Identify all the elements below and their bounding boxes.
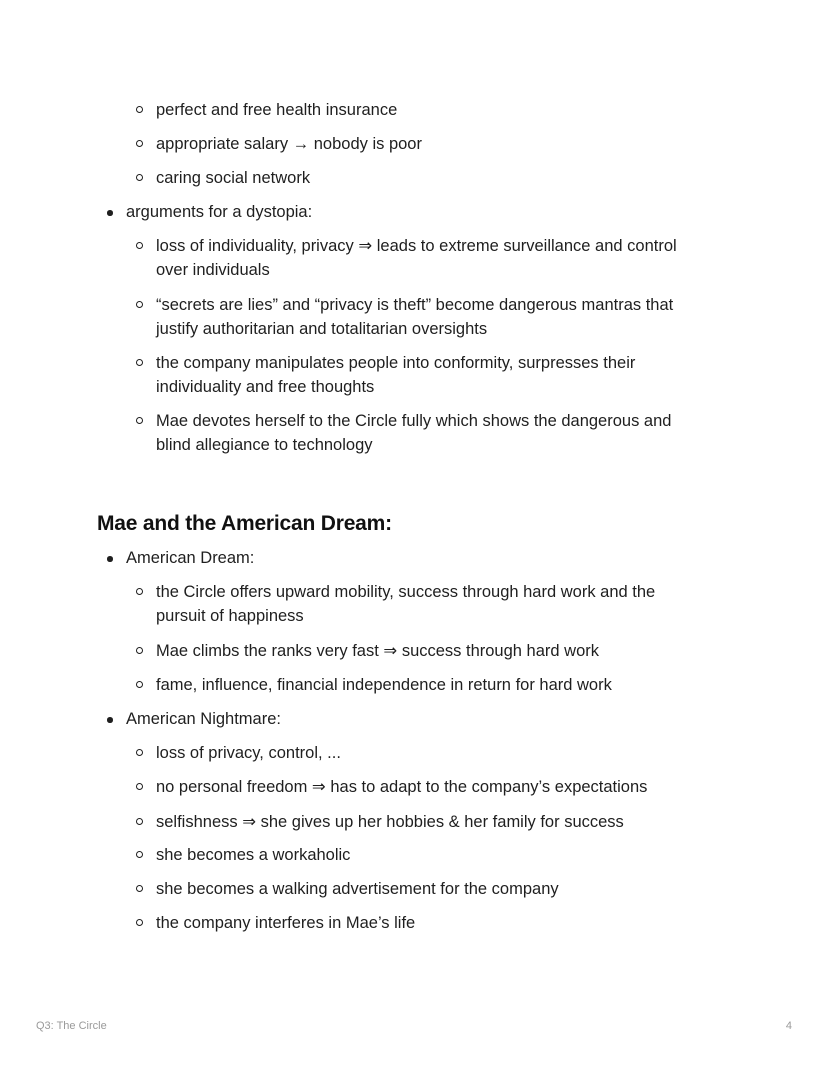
list-item-text: arguments for a dystopia: [126,203,313,221]
hollow-bullet-icon [136,140,143,147]
list-item-text: the Circle offers upward mobility, success through hard work and the [156,583,656,601]
list-item-text-continued: over individuals [156,261,270,279]
hollow-bullet-icon [136,851,143,858]
hollow-bullet-icon [136,885,143,892]
list-item-text-continued: pursuit of happiness [156,607,304,625]
hollow-bullet-icon [136,647,143,654]
list-item-text: loss of privacy, control, ... [156,744,341,762]
list-item-text: Mae devotes herself to the Circle fully which shows the dangerous and [156,412,672,430]
hollow-bullet-icon [136,818,143,825]
list-item-text: appropriate salary → nobody is poor [156,135,422,153]
bullet-icon [107,210,113,216]
list-item-text-continued: blind allegiance to technology [156,436,373,454]
hollow-bullet-icon [136,749,143,756]
list-item-text: “secrets are lies” and “privacy is theft” become dangerous mantras that [156,296,674,314]
list-item-text: perfect and free health insurance [156,101,398,119]
hollow-bullet-icon [136,174,143,181]
list-item-text: selfishness ⇒ she gives up her hobbies & her family for success [156,813,624,831]
hollow-bullet-icon [136,681,143,688]
bullet-icon [107,717,113,723]
hollow-bullet-icon [136,919,143,926]
list-item-text: American Dream: [126,549,255,567]
list-item-text: she becomes a walking advertisement for the company [156,880,559,898]
list-item-text-continued: justify authoritarian and totalitarian oversights [156,320,488,338]
list-item-text: loss of individuality, privacy ⇒ leads to extreme surveillance and control [156,237,677,255]
hollow-bullet-icon [136,106,143,113]
hollow-bullet-icon [136,417,143,424]
list-item-text: fame, influence, financial independence in return for hard work [156,676,612,694]
section-heading: Mae and the American Dream: [97,512,392,535]
bullet-icon [107,556,113,562]
hollow-bullet-icon [136,242,143,249]
list-item-text: Mae climbs the ranks very fast ⇒ success through hard work [156,642,599,660]
list-item-text: the company manipulates people into conformity, surpresses their [156,354,636,372]
hollow-bullet-icon [136,588,143,595]
list-item-text: American Nightmare: [126,710,281,728]
footer-document-title: Q3: The Circle [36,1020,107,1032]
list-item-text-continued: individuality and free thoughts [156,378,375,396]
list-item-text: no personal freedom ⇒ has to adapt to the company’s expectations [156,778,648,796]
hollow-bullet-icon [136,783,143,790]
hollow-bullet-icon [136,359,143,366]
list-item-text: caring social network [156,169,311,187]
hollow-bullet-icon [136,301,143,308]
list-item-text: the company interferes in Mae’s life [156,914,416,932]
footer-page-number: 4 [785,1020,792,1032]
list-item-text: she becomes a workaholic [156,846,351,864]
